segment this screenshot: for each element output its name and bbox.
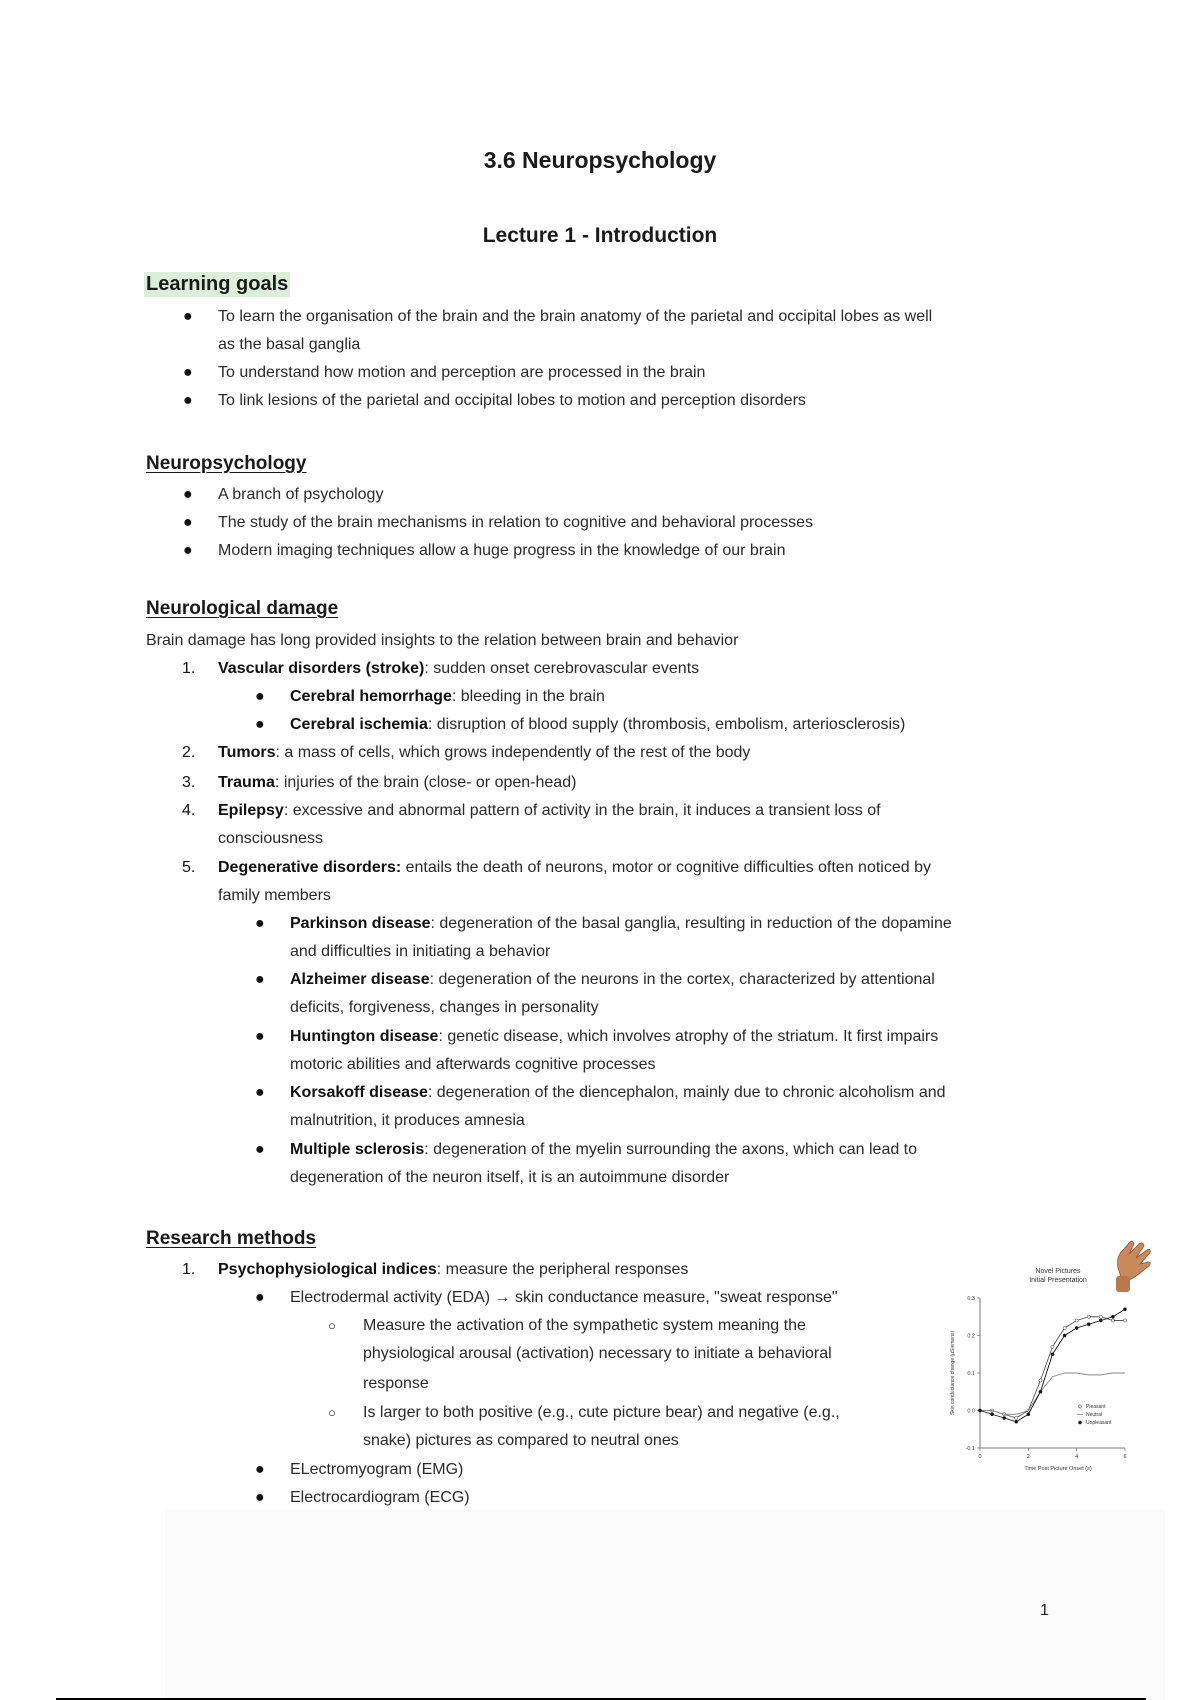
sub-list-item bbox=[290, 1140, 917, 1160]
sub-list-item: Electrocardiogram (ECG) bbox=[290, 1489, 470, 1506]
list-number: 1. bbox=[182, 1261, 196, 1278]
list-item bbox=[218, 659, 699, 679]
x-tick-label: 6 bbox=[1123, 1454, 1127, 1460]
x-axis-label: Time Post Picture Onset (s) bbox=[1024, 1466, 1092, 1472]
y-tick-label: 0.1 bbox=[967, 1371, 975, 1377]
sub-sub-list-item: Measure the activation of the sympathetic system meaning the bbox=[363, 1317, 806, 1334]
data-point-unpleasant bbox=[1027, 1413, 1030, 1416]
lecture-subtitle: Lecture 1 - Introduction bbox=[482, 224, 718, 247]
list-item: To understand how motion and perception are processed in the brain bbox=[218, 364, 706, 381]
list-number: 3. bbox=[182, 774, 196, 791]
data-point-pleasant bbox=[1063, 1326, 1066, 1329]
hand-illustration bbox=[1116, 1241, 1150, 1292]
list-item bbox=[218, 773, 576, 793]
data-point-unpleasant bbox=[1015, 1420, 1018, 1423]
chart-title: Novel Pictures bbox=[1035, 1268, 1081, 1275]
sub-list-item-continuation: motoric abilities and afterwards cognitive processes bbox=[290, 1056, 656, 1073]
x-tick-label: 2 bbox=[1026, 1454, 1030, 1460]
data-point-unpleasant bbox=[1099, 1319, 1102, 1322]
y-tick-label: 0.0 bbox=[967, 1408, 975, 1415]
sub-list-item: ELectromyogram (EMG) bbox=[290, 1461, 464, 1478]
page-number: 1 bbox=[1040, 1602, 1049, 1619]
data-point-unpleasant bbox=[1039, 1390, 1042, 1393]
list-number: 2. bbox=[182, 744, 196, 761]
legend-label: Pleasant bbox=[1086, 1404, 1106, 1410]
sub-list-item: Electrodermal activity (EDA) → skin conductance measure, "sweat response" bbox=[290, 1289, 838, 1306]
bullet-icon: ● bbox=[183, 486, 193, 503]
list-item bbox=[218, 858, 931, 878]
term: Trauma bbox=[218, 774, 275, 791]
research-methods-heading: Research methods bbox=[146, 1228, 317, 1249]
data-point-unpleasant bbox=[1003, 1416, 1006, 1419]
list-number: 5. bbox=[182, 859, 196, 876]
definition: entails the death of neurons, motor or cognitive difficulties often noticed by bbox=[401, 859, 931, 876]
list-item bbox=[218, 743, 750, 763]
y-tick-label: -0.1 bbox=[965, 1446, 975, 1452]
data-point-pleasant bbox=[1015, 1416, 1018, 1419]
sub-list-item bbox=[290, 1083, 946, 1103]
hollow-bullet-icon: ○ bbox=[328, 1405, 336, 1420]
legend-swatch bbox=[1078, 1421, 1081, 1424]
term: Psychophysiological indices bbox=[218, 1261, 437, 1278]
document-title: 3.6 Neuropsychology bbox=[483, 147, 717, 173]
term: Parkinson disease bbox=[290, 915, 431, 932]
neurological-damage-heading: Neurological damage bbox=[146, 598, 339, 619]
sub-list-item bbox=[290, 914, 952, 934]
background-shade bbox=[165, 1510, 1165, 1700]
hollow-bullet-icon: ○ bbox=[328, 1318, 336, 1333]
bullet-icon: ● bbox=[183, 364, 193, 381]
definition: : a mass of cells, which grows independently of the rest of the body bbox=[275, 744, 751, 761]
definition: : excessive and abnormal pattern of activity in the brain, it induces a transient loss of bbox=[283, 802, 881, 819]
term: Korsakoff disease bbox=[290, 1084, 428, 1101]
sub-sub-list-item-continuation: physiological arousal (activation) necessary to initiate a behavioral bbox=[363, 1345, 832, 1362]
term: Huntington disease bbox=[290, 1028, 439, 1045]
data-point-unpleasant bbox=[990, 1413, 993, 1416]
bullet-icon: ● bbox=[255, 716, 265, 733]
chart-subtitle: Initial Presentation bbox=[1029, 1277, 1087, 1284]
sub-list-item-continuation: degeneration of the neuron itself, it is an autoimmune disorder bbox=[290, 1169, 730, 1186]
bullet-icon: ● bbox=[255, 688, 265, 705]
sub-list-item bbox=[290, 687, 605, 707]
data-point-unpleasant bbox=[978, 1409, 981, 1412]
sub-list-item-continuation: deficits, forgiveness, changes in personality bbox=[290, 999, 599, 1016]
term: Epilepsy bbox=[218, 802, 284, 819]
bullet-icon: ● bbox=[255, 1028, 265, 1045]
y-axis-label: Skin conductance change (µSiemens) bbox=[950, 1330, 956, 1416]
list-number: 4. bbox=[182, 802, 196, 819]
bullet-icon: ● bbox=[183, 542, 193, 559]
definition: : genetic disease, which involves atrophy of the striatum. It first impairs bbox=[438, 1028, 939, 1045]
data-point-pleasant bbox=[1087, 1315, 1090, 1318]
y-tick-label: 0.2 bbox=[967, 1333, 975, 1340]
bullet-icon: ● bbox=[183, 392, 193, 409]
list-item-continuation: family members bbox=[218, 887, 331, 904]
list-item: To link lesions of the parietal and occipital lobes to motion and perception disorders bbox=[218, 392, 806, 409]
list-item-continuation: as the basal ganglia bbox=[218, 336, 361, 353]
data-point-unpleasant bbox=[1087, 1323, 1090, 1326]
bullet-icon: ● bbox=[255, 1141, 265, 1158]
sub-sub-list-item: Is larger to both positive (e.g., cute picture bear) and negative (e.g., bbox=[363, 1404, 840, 1421]
data-point-unpleasant bbox=[1063, 1334, 1066, 1337]
bullet-icon: ● bbox=[255, 915, 265, 932]
data-point-unpleasant bbox=[1051, 1353, 1054, 1356]
legend-label: Neutral bbox=[1086, 1412, 1103, 1418]
data-point-unpleasant bbox=[1123, 1308, 1126, 1311]
data-point-unpleasant bbox=[1111, 1315, 1114, 1318]
data-point-pleasant bbox=[1051, 1345, 1054, 1348]
list-item: Modern imaging techniques allow a huge progress in the knowledge of our brain bbox=[218, 542, 786, 559]
sub-list-item-continuation: malnutrition, it produces amnesia bbox=[290, 1112, 525, 1129]
bullet-icon: ● bbox=[255, 971, 265, 988]
term: Degenerative disorders: bbox=[218, 859, 402, 876]
list-item: A branch of psychology bbox=[218, 486, 384, 503]
data-point-pleasant bbox=[1099, 1315, 1102, 1318]
definition: : sudden onset cerebrovascular events bbox=[424, 660, 700, 677]
bullet-icon: ● bbox=[255, 1289, 265, 1306]
list-item bbox=[218, 1260, 688, 1280]
data-point-pleasant bbox=[1039, 1379, 1042, 1382]
data-point-pleasant bbox=[1111, 1319, 1114, 1322]
term: Vascular disorders (stroke) bbox=[218, 660, 425, 677]
sub-list-item bbox=[290, 715, 905, 735]
series-line-pleasant bbox=[980, 1317, 1125, 1418]
term: Tumors bbox=[218, 744, 276, 761]
bullet-icon: ● bbox=[183, 514, 193, 531]
list-item: To learn the organisation of the brain and the brain anatomy of the parietal and occipital lobes as well bbox=[218, 308, 933, 325]
bullet-icon: ● bbox=[183, 308, 193, 325]
bullet-icon: ● bbox=[255, 1461, 265, 1478]
list-number: 1. bbox=[182, 660, 196, 677]
learning-goals-heading: Learning goals bbox=[146, 273, 289, 295]
neuropsychology-heading: Neuropsychology bbox=[146, 453, 307, 474]
data-point-pleasant bbox=[1075, 1319, 1078, 1322]
sub-list-item bbox=[290, 970, 935, 990]
term: Cerebral hemorrhage bbox=[290, 688, 452, 705]
list-item bbox=[218, 801, 881, 821]
definition: : measure the peripheral responses bbox=[436, 1261, 689, 1278]
list-item: The study of the brain mechanisms in relation to cognitive and behavioral processes bbox=[218, 514, 813, 531]
definition: : degeneration of the basal ganglia, resulting in reduction of the dopamine bbox=[430, 915, 952, 932]
data-point-pleasant bbox=[1123, 1319, 1126, 1322]
intro-paragraph: Brain damage has long provided insights to the relation between brain and behavior bbox=[146, 632, 739, 649]
data-point-unpleasant bbox=[1075, 1326, 1078, 1329]
definition: : bleeding in the brain bbox=[451, 688, 605, 705]
x-tick-label: 4 bbox=[1075, 1454, 1079, 1460]
sub-list-item-continuation: and difficulties in initiating a behavior bbox=[290, 943, 551, 960]
definition: : degeneration of the myelin surrounding the axons, which can lead to bbox=[424, 1141, 918, 1158]
sub-sub-list-item-continuation: response bbox=[363, 1375, 429, 1392]
term: Multiple sclerosis bbox=[290, 1141, 425, 1158]
bullet-icon: ● bbox=[255, 1084, 265, 1101]
skin-conductance-chart bbox=[940, 1238, 1175, 1493]
definition: : degeneration of the neurons in the cortex, characterized by attentional bbox=[429, 971, 935, 988]
bullet-icon: ● bbox=[255, 1489, 265, 1506]
definition: : disruption of blood supply (thrombosis, embolism, arteriosclerosis) bbox=[427, 716, 906, 733]
definition: : degeneration of the diencephalon, mainly due to chronic alcoholism and bbox=[427, 1084, 946, 1101]
legend-label: Unpleasant bbox=[1086, 1420, 1112, 1426]
term: Cerebral ischemia bbox=[290, 716, 428, 733]
definition: : injuries of the brain (close- or open-head) bbox=[274, 774, 577, 791]
term: Alzheimer disease bbox=[290, 971, 430, 988]
x-tick-label: 0 bbox=[978, 1454, 982, 1460]
legend-swatch bbox=[1078, 1405, 1081, 1408]
sub-list-item bbox=[290, 1027, 938, 1047]
list-item-continuation: consciousness bbox=[218, 830, 323, 847]
sub-sub-list-item-continuation: snake) pictures as compared to neutral ones bbox=[363, 1432, 679, 1449]
y-tick-label: 0.3 bbox=[967, 1296, 975, 1302]
